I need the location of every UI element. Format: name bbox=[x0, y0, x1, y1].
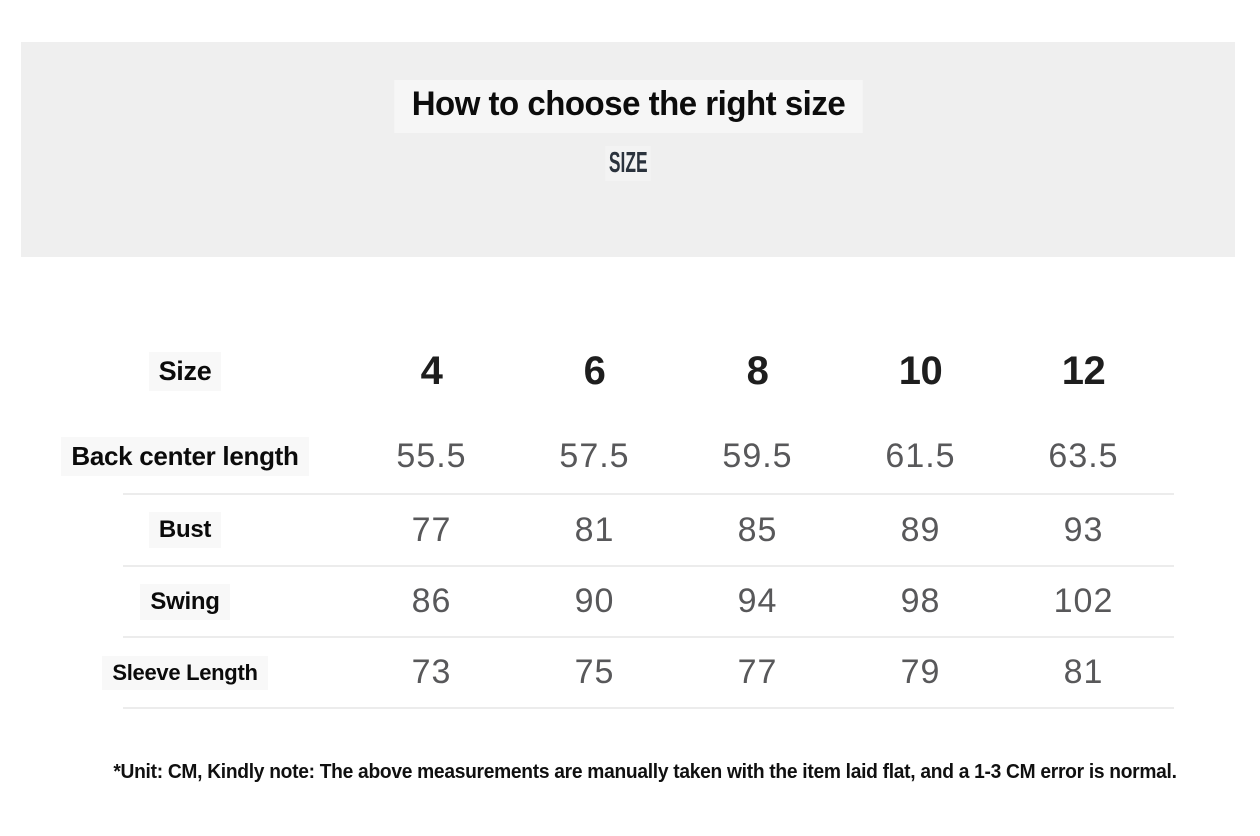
size-header-label: Size bbox=[149, 352, 222, 391]
swing-value: 86 bbox=[411, 582, 452, 620]
bust-value: 89 bbox=[900, 510, 941, 549]
row-divider bbox=[123, 707, 1174, 709]
size-column-10: 10 bbox=[898, 348, 943, 393]
bust-value: 81 bbox=[574, 510, 615, 549]
banner-subtitle: SIZE bbox=[605, 146, 651, 181]
unit-note: *Unit: CM, Kindly note: The above measurements are manually taken with the item laid flat, and a 1-3 CM error is normal. bbox=[113, 761, 1177, 783]
header-label-cell bbox=[20, 352, 350, 391]
row-divider bbox=[123, 493, 1174, 495]
row-label-cell bbox=[20, 437, 350, 476]
row-label-cell bbox=[20, 584, 350, 620]
table-row-back-center-length bbox=[20, 418, 1165, 494]
swing-value: 94 bbox=[737, 582, 778, 620]
page-title: How to choose the right size bbox=[394, 80, 862, 133]
size-column-6: 6 bbox=[583, 348, 606, 393]
back-center-length-value: 57.5 bbox=[559, 436, 630, 475]
sleeve-length-value: 77 bbox=[737, 653, 778, 691]
table-row-swing bbox=[20, 566, 1165, 637]
row-label-cell bbox=[20, 656, 350, 690]
row-label-cell bbox=[20, 512, 350, 548]
swing-label: Swing bbox=[140, 584, 229, 620]
sleeve-length-value: 73 bbox=[411, 653, 452, 691]
back-center-length-value: 63.5 bbox=[1048, 436, 1119, 475]
sleeve-length-label: Sleeve Length bbox=[102, 656, 267, 690]
sleeve-length-value: 79 bbox=[900, 653, 941, 691]
table-row-bust bbox=[20, 494, 1165, 566]
table-row-sleeve-length bbox=[20, 637, 1165, 708]
size-column-4: 4 bbox=[420, 348, 443, 393]
back-center-length-value: 55.5 bbox=[396, 436, 467, 475]
sleeve-length-value: 75 bbox=[574, 653, 615, 691]
bust-value: 85 bbox=[737, 510, 778, 549]
bust-value: 77 bbox=[411, 510, 452, 549]
row-divider bbox=[123, 636, 1174, 638]
size-column-8: 8 bbox=[746, 348, 769, 393]
sleeve-length-value: 81 bbox=[1063, 653, 1104, 691]
row-divider bbox=[123, 565, 1174, 567]
swing-value: 90 bbox=[574, 582, 615, 620]
back-center-length-value: 59.5 bbox=[722, 436, 793, 475]
size-table-header-row bbox=[20, 330, 1165, 412]
size-column-12: 12 bbox=[1061, 348, 1106, 393]
swing-value: 98 bbox=[900, 582, 941, 620]
back-center-length-value: 61.5 bbox=[885, 436, 956, 475]
back-center-length-label: Back center length bbox=[61, 437, 308, 476]
bust-label: Bust bbox=[149, 512, 221, 548]
bust-value: 93 bbox=[1063, 510, 1104, 549]
swing-value: 102 bbox=[1053, 582, 1114, 620]
